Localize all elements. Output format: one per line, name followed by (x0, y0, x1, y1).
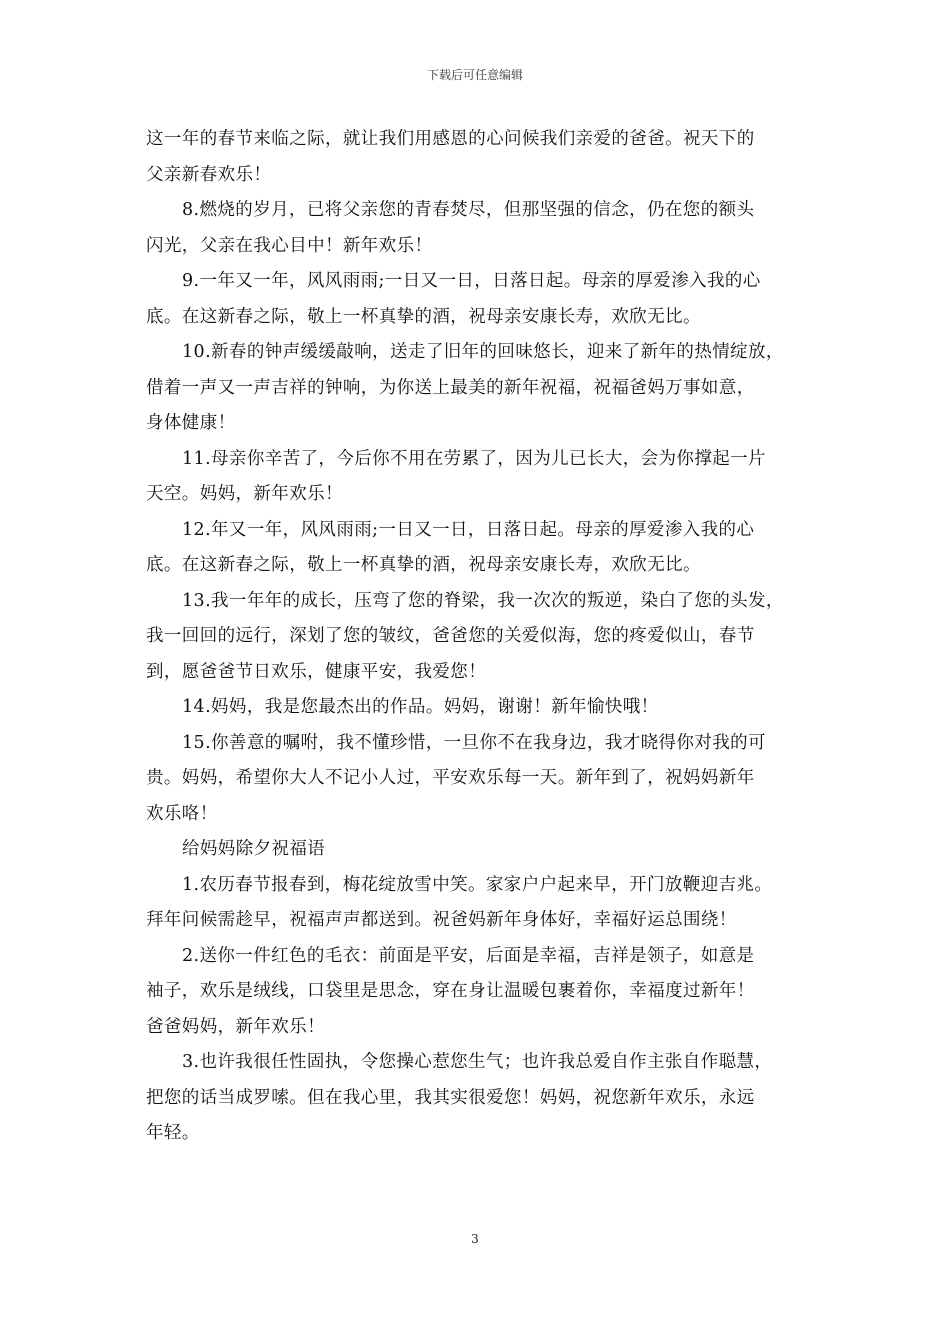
text-line: 爸爸妈妈，新年欢乐！ (146, 1016, 325, 1037)
text-line: 12.年又一年，风风雨雨;一日又一日，日落日起。母亲的厚爱渗入我的心 (182, 519, 755, 540)
text-line: 给妈妈除夕祝福语 (182, 839, 326, 859)
text-line: 借着一声又一声吉祥的钟响，为你送上最美的新年祝福，祝福爸妈万事如意， (146, 377, 755, 398)
text-line: 到，愿爸爸节日欢乐，健康平安，我爱您！ (146, 661, 487, 682)
text-line: 闪光，父亲在我心目中！新年欢乐！ (146, 235, 433, 256)
text-line: 13.我一年年的成长，压弯了您的脊梁，我一次次的叛逆，染白了您的头发， (182, 590, 784, 611)
text-line: 15.你善意的嘱咐，我不懂珍惜，一旦你不在我身边，我才晓得你对我的可 (182, 732, 766, 753)
text-line: 14.妈妈，我是您最杰出的作品。妈妈，谢谢！新年愉快哦！ (182, 697, 659, 717)
page-number: 3 (471, 1232, 479, 1246)
text-line: 我一回回的远行，深划了您的皱纹，爸爸您的关爱似海，您的疼爱似山，春节 (146, 626, 755, 646)
text-line: 拜年问候需趁早，祝福声声都送到。祝爸妈新年身体好，幸福好运总围绕！ (146, 910, 737, 930)
document-body (146, 122, 812, 1152)
text-line: 这一年的春节来临之际，就让我们用感恩的心问候我们亲爱的爸爸。祝天下的 (146, 129, 755, 149)
text-line: 底。在这新春之际，敬上一杯真挚的酒，祝母亲安康长寿，欢欣无比。 (146, 555, 701, 575)
text-line: 11.母亲你辛苦了，今后你不用在劳累了，因为儿已长大，会为你撑起一片 (182, 448, 766, 469)
page-header: 下载后可任意编辑 (426, 68, 523, 82)
text-line: 10.新春的钟声缓缓敲响，送走了旧年的回味悠长，迎来了新年的热情绽放， (182, 342, 784, 362)
text-line: 2.送你一件红色的毛衣：前面是平安，后面是幸福，吉祥是领子，如意是 (182, 945, 755, 966)
text-line: 1.农历春节报春到，梅花绽放雪中笑。家家户户起来早，开门放鞭迎吉兆。 (182, 874, 773, 895)
text-line: 底。在这新春之际，敬上一杯真挚的酒，祝母亲安康长寿，欢欣无比。 (146, 306, 701, 327)
text-line: 欢乐咯！ (146, 803, 218, 824)
text-line: 天空。妈妈，新年欢乐！ (146, 484, 343, 504)
text-line: 父亲新春欢乐！ (146, 164, 272, 185)
text-line: 3.也许我很任性固执，令您操心惹您生气；也许我总爱自作主张自作聪慧， (182, 1052, 773, 1072)
text-line: 9.一年又一年，风风雨雨;一日又一日，日落日起。母亲的厚爱渗入我的心 (182, 271, 761, 291)
text-line: 8.燃烧的岁月，已将父亲您的青春焚尽，但那坚强的信念，仍在您的额头 (182, 200, 755, 220)
text-line: 把您的话当成罗嗦。但在我心里，我其实很爱您！妈妈，祝您新年欢乐，永远 (146, 1087, 755, 1108)
text-line: 年轻。 (146, 1123, 200, 1143)
text-line: 袖子，欢乐是绒线，口袋里是思念，穿在身让温暖包裹着你，幸福度过新年！ (146, 981, 755, 1001)
text-line: 身体健康！ (146, 413, 236, 433)
text-line: 贵。妈妈，希望你大人不记小人过，平安欢乐每一天。新年到了，祝妈妈新年 (146, 768, 755, 788)
